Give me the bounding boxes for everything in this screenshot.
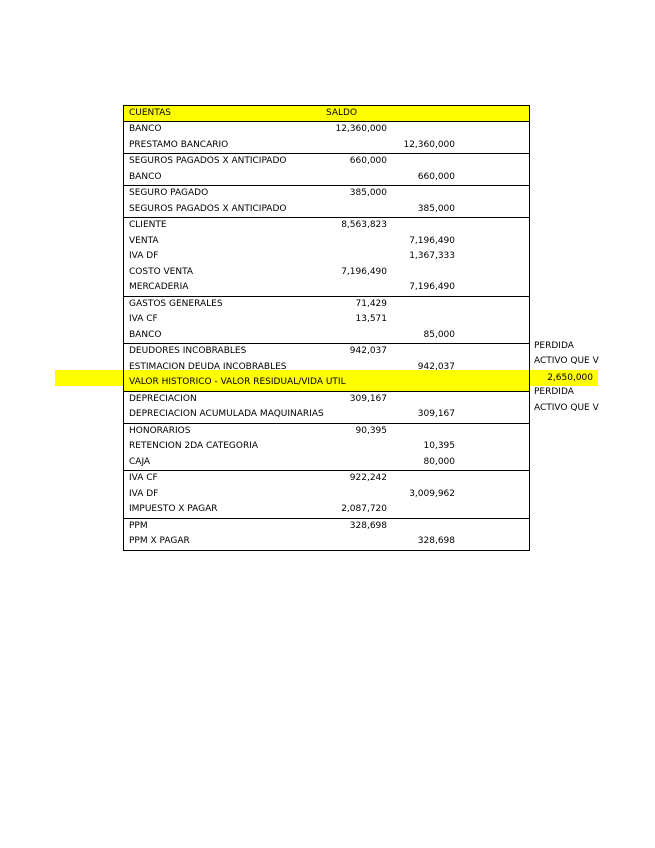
table-row: [124, 170, 529, 186]
table-row: [124, 424, 529, 440]
account-name: VALOR HISTORICO - VALOR RESIDUAL/VIDA UTIL: [129, 377, 346, 387]
account-name: SEGURO PAGADO: [129, 188, 209, 198]
table-row: [124, 280, 529, 296]
account-name: IVA DF: [129, 251, 159, 261]
journal-entry: [124, 218, 529, 297]
account-name: BANCO: [129, 124, 162, 134]
credit-amount: 1,367,333: [409, 251, 455, 261]
debit-amount: 7,196,490: [341, 266, 387, 277]
table-row: [124, 122, 529, 138]
table-row: [124, 519, 529, 535]
account-name: PRESTAMO BANCARIO: [129, 139, 229, 150]
journal-entry: [124, 186, 529, 218]
table-row: [124, 218, 529, 234]
account-name: HONORARIOS: [129, 425, 191, 436]
note-perdida: PERDIDA: [534, 341, 574, 351]
account-name: GASTOS GENERALES: [129, 298, 223, 309]
debit-amount: 71,429: [355, 298, 387, 309]
journal-entry: [124, 297, 529, 345]
debit-amount: 942,037: [349, 346, 387, 356]
table-row: [124, 154, 529, 170]
debit-amount: 90,395: [355, 425, 387, 436]
debit-amount: 328,698: [349, 520, 387, 531]
credit-amount: 385,000: [417, 203, 455, 214]
journal-entry: [124, 392, 529, 424]
journal-entry: [124, 344, 529, 392]
credit-amount: 7,196,490: [409, 282, 455, 292]
account-name: DEPRECIACION ACUMULADA MAQUINARIAS: [129, 409, 324, 419]
credit-amount: 7,196,490: [409, 235, 455, 246]
table-row: [124, 534, 529, 550]
table-row: [124, 249, 529, 265]
account-name: PPM X PAGAR: [129, 536, 190, 546]
account-name: DEUDORES INCOBRABLES: [129, 346, 247, 356]
journal-entry: [124, 424, 529, 472]
journal-entry: [124, 519, 529, 550]
table-row: [124, 360, 529, 376]
note-activo: ACTIVO QUE V: [534, 403, 599, 413]
account-name: RETENCION 2DA CATEGORIA: [129, 441, 259, 451]
credit-amount: 660,000: [417, 171, 455, 182]
table-row: [124, 375, 529, 391]
header-cuentas: CUENTAS: [129, 108, 171, 118]
credit-amount: 85,000: [423, 329, 455, 340]
account-name: MERCADERIA: [129, 282, 189, 292]
table-row: [124, 455, 529, 471]
credit-amount: 80,000: [423, 456, 455, 467]
account-name: SEGUROS PAGADOS X ANTICIPADO: [129, 203, 287, 214]
table-row: [124, 312, 529, 328]
note-activo: ACTIVO QUE V: [534, 356, 599, 366]
account-name: IVA DF: [129, 488, 159, 499]
account-name: IVA CF: [129, 314, 158, 324]
table-row: [124, 344, 529, 360]
account-name: VENTA: [129, 235, 159, 246]
table-row: [124, 471, 529, 487]
table-row: [124, 407, 529, 423]
account-name: CAJA: [129, 456, 151, 467]
credit-amount: 309,167: [417, 409, 455, 419]
table-row: [124, 328, 529, 344]
table-row: [124, 186, 529, 202]
table-row: [124, 265, 529, 281]
debit-amount: 385,000: [349, 188, 387, 198]
credit-amount: 12,360,000: [403, 139, 455, 150]
note-valor: 2,650,000: [547, 373, 593, 383]
account-name: IVA CF: [129, 473, 158, 483]
debit-amount: 309,167: [349, 393, 387, 404]
account-name: BANCO: [129, 171, 162, 182]
account-name: ESTIMACION DEUDA INCOBRABLES: [129, 361, 287, 372]
account-name: COSTO VENTA: [129, 266, 194, 277]
debit-amount: 8,563,823: [341, 220, 387, 230]
account-name: PPM: [129, 520, 148, 531]
journal-entries: [124, 122, 529, 550]
debit-amount: 922,242: [349, 473, 387, 483]
debit-amount: 13,571: [355, 314, 387, 324]
account-name: SEGUROS PAGADOS X ANTICIPADO: [129, 156, 287, 166]
table-header: [124, 106, 529, 122]
journal-entry: [124, 154, 529, 186]
account-name: CLIENTE: [129, 220, 167, 230]
table-row: [124, 502, 529, 518]
account-name: IMPUESTO X PAGAR: [129, 504, 218, 514]
header-saldo: SALDO: [326, 108, 358, 118]
table-row: [124, 487, 529, 503]
accounts-table: [123, 105, 530, 551]
table-row: [124, 234, 529, 250]
table-row: [124, 392, 529, 408]
journal-entry: [124, 471, 529, 519]
journal-entry: [124, 122, 529, 154]
credit-amount: 942,037: [417, 361, 455, 372]
table-row: [124, 297, 529, 313]
account-name: DEPRECIACION: [129, 393, 197, 404]
table-row: [124, 439, 529, 455]
account-name: BANCO: [129, 329, 162, 340]
credit-amount: 10,395: [423, 441, 455, 451]
table-row: [124, 138, 529, 154]
credit-amount: 328,698: [417, 536, 455, 546]
table-row: [124, 202, 529, 218]
note-perdida: PERDIDA: [534, 387, 574, 397]
debit-amount: 2,087,720: [341, 504, 387, 514]
debit-amount: 12,360,000: [335, 124, 387, 134]
credit-amount: 3,009,962: [409, 488, 455, 499]
debit-amount: 660,000: [349, 156, 387, 166]
